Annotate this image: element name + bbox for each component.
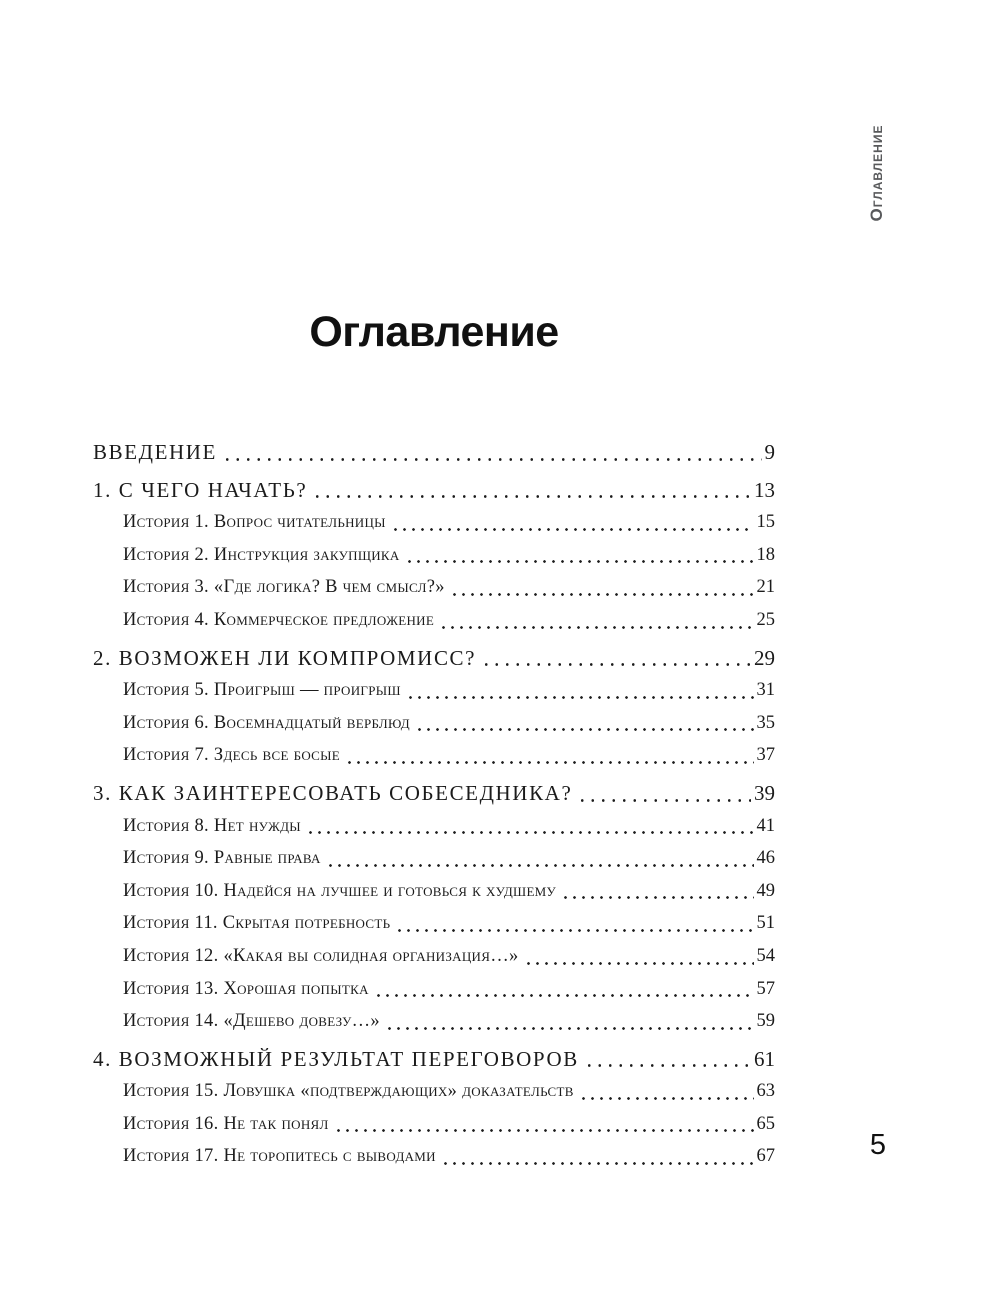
toc-entry-label: История 9. Равные права: [123, 848, 321, 869]
toc-leader-dots: [391, 528, 754, 531]
toc-entry-page: 29: [754, 645, 775, 670]
toc-leader-dots: [345, 761, 753, 764]
toc-entry: [93, 571, 775, 604]
toc-entry-page: 39: [754, 780, 775, 805]
page-title: Оглавление: [309, 308, 559, 356]
toc-entry-page: 37: [756, 745, 775, 766]
toc-leader-dots: [415, 728, 754, 731]
toc-entry-label: История 5. Проигрыш — проигрыш: [123, 680, 401, 701]
toc-leader-dots: [334, 1129, 754, 1132]
toc-entry-label: История 12. «Какая вы солидная организация…»: [123, 945, 519, 966]
toc-entry-label: История 13. Хорошая попытка: [123, 978, 369, 999]
toc-leader-dots: [441, 1162, 754, 1165]
toc-entry: [93, 1005, 775, 1038]
toc-leader-dots: [481, 663, 751, 666]
toc-entry: [93, 1140, 775, 1173]
toc-entry-label: История 16. Не так понял: [123, 1113, 329, 1134]
toc-entry: [93, 642, 775, 675]
toc-leader-dots: [306, 831, 754, 834]
toc-leader-dots: [579, 1097, 754, 1100]
toc-entry: [93, 842, 775, 875]
side-label: Оглавление: [867, 124, 886, 222]
toc-entry-page: 31: [756, 680, 775, 701]
toc-entry-label: 3. КАК ЗАИНТЕРЕСОВАТЬ СОБЕСЕДНИКА?: [93, 780, 573, 805]
toc-entry-page: 57: [756, 978, 775, 999]
toc-entry: [93, 1043, 775, 1076]
toc-entry-label: История 11. Скрытая потребность: [123, 913, 391, 934]
toc-entry-page: 21: [756, 577, 775, 598]
toc-entry-label: 4. ВОЗМОЖНЫЙ РЕЗУЛЬТАТ ПЕРЕГОВОРОВ: [93, 1046, 579, 1071]
toc-leader-dots: [577, 799, 751, 802]
toc-entry-page: 46: [756, 848, 775, 869]
toc-leader-dots: [326, 864, 754, 867]
toc-leader-dots: [524, 962, 754, 965]
toc-entry: [93, 474, 775, 507]
toc-entry-page: 54: [756, 945, 775, 966]
toc-entry-label: История 2. Инструкция закупщика: [123, 544, 400, 565]
toc-entry-label: История 14. «Дешево довезу…»: [123, 1011, 380, 1032]
page-number: 5: [869, 1129, 887, 1161]
toc-entry-label: История 3. «Где логика? В чем смысл?»: [123, 577, 445, 598]
toc-leader-dots: [374, 994, 754, 997]
toc-leader-dots: [439, 626, 753, 629]
toc-entry: [93, 506, 775, 539]
toc-entry: [93, 1075, 775, 1108]
toc-entry: [93, 604, 775, 637]
toc-entry-label: История 8. Нет нужды: [123, 815, 301, 836]
toc-entry-label: 2. ВОЗМОЖЕН ЛИ КОМПРОМИСС?: [93, 645, 477, 670]
toc-entry-page: 65: [756, 1113, 775, 1134]
toc-entry: [93, 875, 775, 908]
toc-entry-page: 25: [756, 609, 775, 630]
toc-entry-label: История 6. Восемнадцатый верблюд: [123, 712, 410, 733]
toc-entry: [93, 777, 775, 810]
toc-entry-page: 61: [754, 1046, 775, 1071]
toc-leader-dots: [222, 458, 762, 461]
toc-entry-page: 41: [756, 815, 775, 836]
toc-entry-page: 59: [756, 1011, 775, 1032]
toc-entry: [93, 810, 775, 843]
toc-entry-page: 18: [756, 544, 775, 565]
toc-leader-dots: [405, 560, 754, 563]
toc-entry-page: 35: [756, 712, 775, 733]
toc-entry-label: 1. С ЧЕГО НАЧАТЬ?: [93, 477, 308, 502]
toc-leader-dots: [406, 696, 754, 699]
toc-leader-dots: [385, 1027, 754, 1030]
toc-entry-page: 15: [756, 512, 775, 533]
toc-entry-label: История 17. Не торопитесь с выводами: [123, 1146, 436, 1167]
toc-entry: [93, 907, 775, 940]
toc-entry-page: 49: [756, 880, 775, 901]
toc-entry: [93, 973, 775, 1006]
toc-leader-dots: [584, 1064, 751, 1067]
toc-entry: [93, 1108, 775, 1141]
toc-entry: [93, 674, 775, 707]
toc-entry-page: 67: [756, 1146, 775, 1167]
toc-leader-dots: [312, 495, 751, 498]
toc-entry-page: 13: [754, 477, 775, 502]
toc-entry: [93, 436, 775, 469]
toc-entry-label: История 7. Здесь все босые: [123, 745, 341, 766]
table-of-contents: [93, 436, 775, 1173]
toc-entry: [93, 739, 775, 772]
toc-entry: [93, 940, 775, 973]
toc-entry-page: 63: [756, 1081, 775, 1102]
toc-entry-label: История 1. Вопрос читательницы: [123, 512, 386, 533]
toc-entry-label: История 4. Коммерческое предложение: [123, 609, 435, 630]
toc-entry-page: 9: [764, 440, 775, 464]
toc-leader-dots: [450, 593, 754, 596]
toc-entry-label: История 10. Надейся на лучшее и готовься к худшему: [123, 880, 557, 901]
toc-leader-dots: [395, 929, 753, 932]
toc-entry-page: 51: [756, 913, 775, 934]
toc-entry: [93, 707, 775, 740]
toc-entry-label: ВВЕДЕНИЕ: [93, 440, 217, 464]
toc-entry: [93, 539, 775, 572]
toc-entry-label: История 15. Ловушка «подтверждающих» доказательств: [123, 1081, 574, 1102]
toc-leader-dots: [561, 896, 753, 899]
